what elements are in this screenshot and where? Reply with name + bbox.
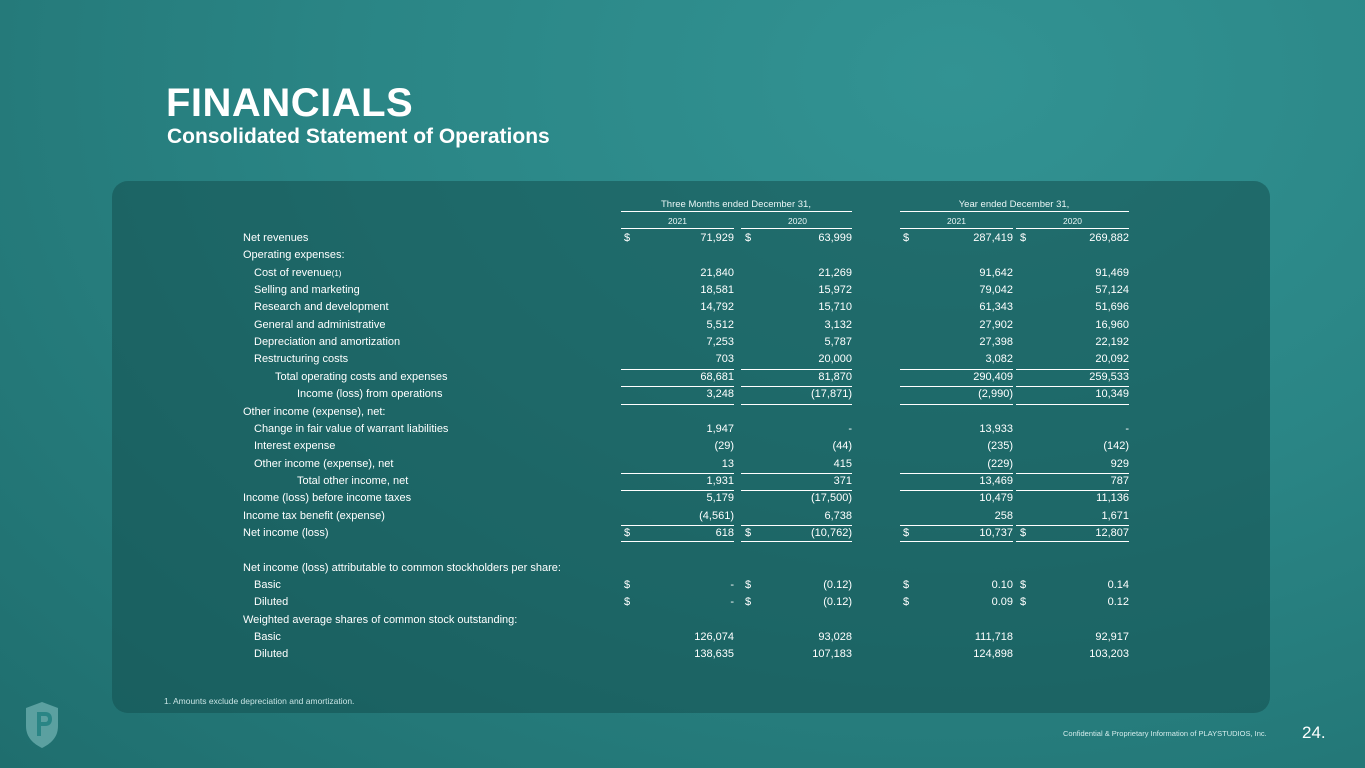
currency-symbol: $	[1020, 579, 1027, 591]
row-label: Weighted average shares of common stock outstanding:	[243, 613, 518, 626]
group-underline-three-months	[621, 211, 852, 212]
rule-line	[900, 541, 1013, 542]
page-number: 24.	[1302, 723, 1326, 742]
row-label: Depreciation and amortization	[254, 336, 401, 349]
table-cell: 21,840	[700, 266, 734, 279]
row-label: Selling and marketing	[254, 284, 360, 297]
table-cell: 13,933	[979, 422, 1013, 435]
table-cell: 126,074	[694, 631, 734, 644]
table-cell: (4,561)	[699, 509, 734, 522]
footnote: 1. Amounts exclude depreciation and amortization.	[164, 696, 355, 706]
table-cell: (17,500)	[811, 492, 852, 505]
row-label: Research and development	[254, 301, 389, 314]
table-cell: (0.12)	[823, 596, 852, 609]
table-cell: 61,343	[979, 301, 1013, 314]
row-label: General and administrative	[254, 318, 386, 331]
table-cell: 124,898	[973, 648, 1013, 661]
rule-line	[900, 473, 1013, 474]
table-cell: 10,479	[979, 492, 1013, 505]
table-cell: 0.12	[1107, 596, 1129, 609]
rule-line	[1016, 473, 1129, 474]
rule-line	[741, 473, 852, 474]
table-row	[0, 336, 1365, 354]
table-cell: 3,082	[985, 353, 1013, 366]
row-label: Change in fair value of warrant liabilities	[254, 422, 449, 435]
row-label: Income (loss) before income taxes	[243, 492, 412, 505]
year-header: 2020	[788, 216, 807, 226]
table-cell: 93,028	[818, 631, 852, 644]
year-underline	[621, 228, 734, 229]
rule-line	[621, 541, 734, 542]
rule-line	[741, 541, 852, 542]
table-row	[0, 631, 1365, 649]
table-cell: (229)	[987, 457, 1013, 470]
table-row	[0, 648, 1365, 666]
rule-line	[621, 490, 734, 491]
table-cell: 1,931	[706, 474, 734, 487]
table-cell: 5,512	[706, 318, 734, 331]
table-cell: 1,947	[706, 422, 734, 435]
table-cell: 111,718	[974, 631, 1013, 644]
currency-symbol: $	[1020, 526, 1027, 539]
row-label: Operating expenses:	[243, 249, 345, 262]
rule-line	[900, 404, 1013, 405]
table-cell: 6,738	[824, 509, 852, 522]
playstudios-shield-logo	[22, 700, 62, 750]
currency-symbol: $	[745, 579, 752, 591]
rule-line	[621, 525, 734, 526]
rule-line	[1016, 369, 1129, 370]
table-cell: 11,136	[1096, 492, 1129, 505]
table-row	[0, 301, 1365, 319]
currency-symbol: $	[624, 232, 631, 244]
table-cell: 68,681	[700, 370, 734, 383]
table-cell: 57,124	[1095, 284, 1129, 297]
table-cell: 0.09	[991, 596, 1013, 609]
currency-symbol: $	[903, 526, 910, 539]
table-cell: 71,929	[700, 232, 734, 244]
table-row	[0, 440, 1365, 458]
currency-symbol: $	[624, 526, 631, 539]
table-cell: 107,183	[812, 648, 852, 661]
table-cell: -	[1125, 422, 1129, 435]
group-header-year: Year ended December 31,	[958, 199, 1070, 210]
rule-line	[1016, 525, 1129, 526]
table-cell: (235)	[987, 440, 1013, 453]
table-row	[0, 527, 1365, 545]
rule-line	[741, 386, 852, 387]
currency-symbol: $	[624, 596, 631, 609]
table-row	[0, 249, 1365, 267]
table-cell: -	[730, 579, 734, 591]
table-cell: 290,409	[973, 370, 1013, 383]
table-cell: 13	[721, 457, 734, 470]
table-cell: 929	[1110, 457, 1129, 470]
table-cell: 91,642	[979, 266, 1013, 279]
row-label: Income (loss) from operations	[297, 388, 443, 401]
row-label: Net revenues	[243, 232, 309, 244]
table-cell: 259,533	[1089, 370, 1129, 383]
table-cell: 16,960	[1095, 318, 1129, 331]
row-label: Diluted	[254, 596, 289, 609]
table-row	[0, 406, 1365, 424]
rule-line	[621, 404, 734, 405]
table-cell: 618	[715, 526, 734, 539]
rule-line	[621, 369, 734, 370]
table-cell: 0.10	[991, 579, 1013, 591]
rule-line	[1016, 541, 1129, 542]
table-cell: 63,999	[818, 232, 852, 244]
table-row	[0, 232, 1365, 250]
table-cell: (2,990)	[978, 388, 1013, 401]
row-label: Basic	[254, 579, 281, 591]
table-cell: 287,419	[973, 232, 1013, 244]
table-row	[0, 284, 1365, 302]
rule-line	[1016, 386, 1129, 387]
table-cell: (29)	[714, 440, 734, 453]
table-cell: 27,902	[979, 318, 1013, 331]
currency-symbol: $	[903, 232, 910, 244]
table-cell: 92,917	[1095, 631, 1129, 644]
year-header: 2020	[1063, 216, 1082, 226]
rule-line	[900, 490, 1013, 491]
table-cell: 1,671	[1101, 509, 1129, 522]
table-cell: 269,882	[1089, 232, 1129, 244]
rule-line	[621, 473, 734, 474]
table-cell: (10,762)	[811, 526, 852, 539]
table-cell: 91,469	[1095, 266, 1129, 279]
table-row	[0, 579, 1365, 597]
row-label: Cost of revenue(1)	[254, 266, 342, 279]
table-row	[0, 614, 1365, 632]
year-underline	[741, 228, 852, 229]
table-cell: (44)	[832, 440, 852, 453]
table-row	[0, 423, 1365, 441]
row-label: Income tax benefit (expense)	[243, 509, 385, 522]
rule-line	[741, 525, 852, 526]
table-cell: 13,469	[979, 474, 1013, 487]
table-row	[0, 319, 1365, 337]
currency-symbol: $	[624, 579, 631, 591]
table-row	[0, 596, 1365, 614]
table-cell: -	[848, 422, 852, 435]
row-label: Diluted	[254, 648, 289, 661]
table-cell: 27,398	[979, 336, 1013, 349]
rule-line	[1016, 490, 1129, 491]
table-cell: 7,253	[706, 336, 734, 349]
row-label: Interest expense	[254, 440, 336, 453]
currency-symbol: $	[903, 579, 910, 591]
row-label: Basic	[254, 631, 281, 644]
table-cell: 10,349	[1095, 388, 1129, 401]
rule-line	[900, 369, 1013, 370]
rule-line	[1016, 404, 1129, 405]
rule-line	[741, 404, 852, 405]
row-label: Net income (loss) attributable to common stockholders per share:	[243, 561, 561, 574]
table-cell: 103,203	[1089, 648, 1129, 661]
year-underline	[900, 228, 1013, 229]
table-row	[0, 267, 1365, 285]
year-header: 2021	[668, 216, 687, 226]
currency-symbol: $	[1020, 596, 1027, 609]
page-title: FINANCIALS	[166, 81, 414, 125]
table-cell: 51,696	[1095, 301, 1129, 314]
table-cell: 415	[833, 457, 852, 470]
table-cell: 81,870	[818, 370, 852, 383]
currency-symbol: $	[745, 596, 752, 609]
table-cell: 371	[833, 474, 852, 487]
rule-line	[621, 386, 734, 387]
confidential-notice: Confidential & Proprietary Information of PLAYSTUDIOS, Inc.	[1063, 729, 1267, 738]
group-underline-year	[900, 211, 1129, 212]
footnote-marker: (1)	[331, 268, 342, 278]
rule-line	[900, 386, 1013, 387]
row-label: Other income (expense), net	[254, 457, 394, 470]
row-label: Restructuring costs	[254, 353, 349, 366]
table-cell: 20,000	[818, 353, 852, 366]
table-cell: 3,248	[706, 388, 734, 401]
table-cell: 79,042	[979, 284, 1013, 297]
table-cell: 5,787	[824, 336, 852, 349]
table-cell: 12,807	[1095, 526, 1129, 539]
rule-line	[900, 525, 1013, 526]
row-label: Net income (loss)	[243, 526, 329, 539]
row-label: Total other income, net	[297, 474, 409, 487]
rule-line	[741, 369, 852, 370]
table-row	[0, 544, 1365, 562]
table-cell: -	[730, 596, 734, 609]
year-header: 2021	[947, 216, 966, 226]
table-cell: 138,635	[694, 648, 734, 661]
row-label: Other income (expense), net:	[243, 405, 386, 418]
rule-line	[741, 490, 852, 491]
page-subtitle: Consolidated Statement of Operations	[167, 125, 550, 148]
table-cell: 258	[994, 509, 1013, 522]
table-cell: 20,092	[1095, 353, 1129, 366]
table-cell: (0.12)	[823, 579, 852, 591]
table-cell: 22,192	[1095, 336, 1129, 349]
table-cell: (17,871)	[811, 388, 852, 401]
table-cell: 15,972	[818, 284, 852, 297]
table-cell: 787	[1110, 474, 1129, 487]
table-cell: 0.14	[1107, 579, 1129, 591]
table-cell: 15,710	[818, 301, 852, 314]
table-cell: 18,581	[700, 284, 734, 297]
table-row	[0, 492, 1365, 510]
table-cell: 21,269	[818, 266, 852, 279]
group-header-three-months: Three Months ended December 31,	[661, 199, 811, 210]
table-cell: 10,737	[979, 526, 1013, 539]
table-cell: (142)	[1103, 440, 1129, 453]
year-underline	[1016, 228, 1129, 229]
table-cell: 5,179	[706, 492, 734, 505]
currency-symbol: $	[903, 596, 910, 609]
table-row	[0, 562, 1365, 580]
table-cell: 703	[715, 353, 734, 366]
currency-symbol: $	[745, 526, 752, 539]
currency-symbol: $	[745, 232, 752, 244]
currency-symbol: $	[1020, 232, 1027, 244]
row-label: Total operating costs and expenses	[275, 370, 448, 383]
table-cell: 14,792	[700, 301, 734, 314]
table-cell: 3,132	[824, 318, 852, 331]
